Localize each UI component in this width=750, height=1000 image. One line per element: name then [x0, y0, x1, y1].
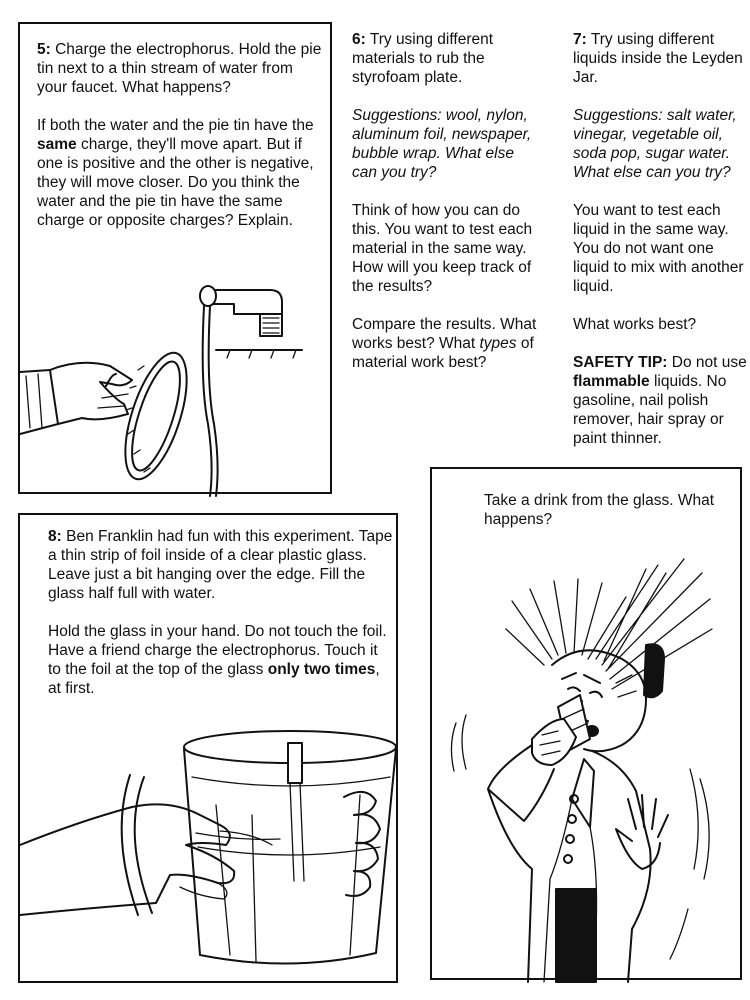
safety-tip-b: liquids. No gasoline, nail polish remover, hair spray or paint thinner. — [573, 373, 727, 447]
step-8-instruction: Ben Franklin had fun with this experiment. Tape a thin strip of foil inside of a clear plastic glass. Leave just a bit hanging over the edge. Fill the glass half full with water. — [48, 528, 393, 602]
step-6-compare-a: Compare the results. What works best? What — [352, 316, 537, 352]
safety-tip-label: SAFETY TIP: — [573, 354, 668, 371]
step-6-compare-b: of material work best? — [352, 335, 534, 371]
step-8-warning: Hold the glass in your hand. Do not touch the foil. Have a friend charge the electrophorus. Touch it to the foil at the top of the glass — [48, 623, 387, 678]
step-6-number: 6: — [352, 31, 366, 48]
step-5-number: 5: — [37, 41, 51, 58]
panel-step-5 — [18, 22, 332, 494]
step-6-planning: Think of how you can do this. You want to test each material in the same way. How will you keep track of the results? — [352, 202, 533, 295]
step-6-compare-italic: types — [479, 335, 517, 352]
step-6-column — [352, 30, 542, 372]
step-5-instruction: Charge the electrophorus. Hold the pie tin next to a thin stream of water from your faucet. What happens? — [37, 41, 322, 96]
safety-tip-bold: flammable — [573, 373, 650, 390]
drink-caption: Take a drink from the glass. What happens? — [484, 492, 715, 528]
step-8-warning-bold: only two times — [267, 661, 376, 678]
step-7-suggestions: Suggestions: salt water, vinegar, vegetable oil, soda pop, sugar water. What else can you try? — [573, 107, 737, 181]
panel-step-8 — [18, 513, 398, 983]
step-5-explanation-bold: same — [37, 136, 77, 153]
step-8-number: 8: — [48, 528, 62, 545]
step-7-instruction: Try using different liquids inside the Leyden Jar. — [573, 31, 743, 86]
shocked-person-illustration — [432, 469, 744, 982]
step-7-testing: You want to test each liquid in the same way. You do not want one liquid to mix with another liquid. — [573, 202, 744, 295]
step-5-explanation-b: charge, they'll move apart. But if one is positive and the other is negative, they will move closer. Do you think the water and the pie tin have the same charge or opposite charges? Explain. — [37, 136, 314, 229]
safety-tip-a: Do not use — [667, 354, 747, 371]
hand-holding-glass-illustration — [20, 515, 400, 985]
step-7-column — [573, 30, 750, 448]
faucet-pie-tin-illustration — [20, 24, 334, 496]
panel-drink-result — [430, 467, 742, 980]
step-7-question: What works best? — [573, 316, 697, 333]
step-8-warning-end: , at first. — [48, 661, 380, 697]
step-7-number: 7: — [573, 31, 587, 48]
step-5-explanation-a: If both the water and the pie tin have the — [37, 117, 314, 134]
step-6-instruction: Try using different materials to rub the styrofoam plate. — [352, 31, 494, 86]
step-6-suggestions: Suggestions: wool, nylon, aluminum foil, newspaper, bubble wrap. What else can you try? — [352, 107, 532, 181]
safety-tip — [573, 353, 750, 448]
